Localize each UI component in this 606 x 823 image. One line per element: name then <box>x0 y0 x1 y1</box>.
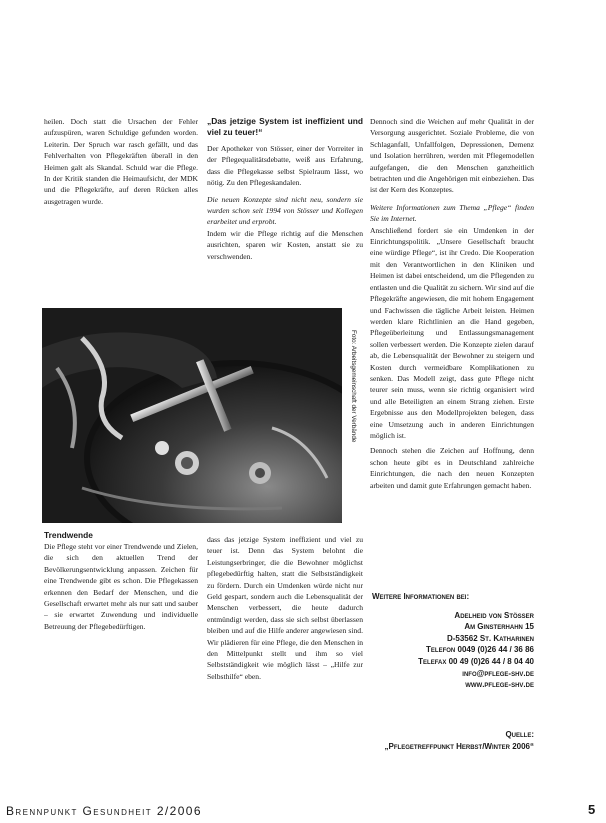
contact-label: Weitere Informationen bei: <box>372 592 470 601</box>
page-number: 5 <box>588 802 596 817</box>
source-text: „Pflegetreffpunkt Herbst/Winter 2006“ <box>384 741 534 751</box>
contact-name: Adelheid von Stösser <box>454 610 534 620</box>
photo-credit-text: Foto: Arbeitsgemeinschaft der Verbände <box>350 330 357 443</box>
paragraph: Dennoch sind die Weichen auf mehr Qualität in der Versorgung ausgerichtet. Soziale Probleme, die von Schlaganfall, Unfallfolgen, Depressionen, Demenz und Isolation herrühren, werden mit Pflegemodellen aufgefangen, die den Menschen ganzheitlich betrachten und die Angehörigen mit einbeziehen. Das ist der Kern des Konzeptes. <box>370 117 534 195</box>
italic-paragraph: Die neuen Konzepte sind nicht neu, sondern sie wurden schon seit 1994 von Stösser und Kollegen erarbeitet und erprobt. <box>207 194 363 227</box>
photo-image <box>42 308 342 523</box>
column-left-bottom <box>44 530 198 698</box>
column-right-top <box>370 116 534 576</box>
paragraph: heilen. Doch statt die Ursachen der Fehler aufzuspüren, waren Schuldige gefunden worden. Leiterin. Der Spruch war rasch gefällt, und das Fehlverhalten von Pflegekräften überall in den Heimen galt als Skandal. Schuld war die Pflege. In der Kritik standen die Heimaufsicht, der MDK und die Pflegekräfte, auf deren Rücken alles ausgetragen wurde. <box>44 117 198 206</box>
contact-email: info@pflege-shv.de <box>462 668 534 678</box>
paragraph: dass das jetzige System ineffizient und viel zu teuer ist. Denn das System belohnt die Leistungserbringer, die die Bewohner möglichst pflegebedürftig halten, statt die Selbstständigkeit zu fördern. Durch ein Umdenken würde nicht nur Geld gespart, sondern auch die Lebensqualität der Menschen verbessert, die heute dadurch entmündigt werden, dass sie sich selbst überlassen bleiben und auf die Hilfe anderer angewiesen sind. Wir plädieren für eine Pflege, die den Menschen in den Mittelpunkt stellt und ihm so viel Selbstständigkeit wie möglich lässt – „Hilfe zur Selbsthilfe“ eben. <box>207 535 363 681</box>
column-middle-top <box>207 116 363 294</box>
paragraph: Die Pflege steht vor einer Trendwende und Zielen, die sich den aktuellen Trend der Bevölkerungsentwicklung anpassen. Zeichen für eine Trendwende gibt es schon. Die Pflegekassen erkennen den Bedarf der Menschen, und die Gesellschaft erwartet mehr als nur satt und sauber – sie erwartet Zuwendung und individuelle Betreuung der Pflegebedürftigen. <box>44 542 198 631</box>
contact-street: Am Ginsterhahn 15 <box>464 622 534 632</box>
photo-ornate-dish <box>42 308 342 523</box>
contact-phone: Telefon 0049 (0)26 44 / 36 86 <box>426 645 534 655</box>
photo-credit <box>348 330 358 515</box>
section-heading: Trendwende <box>44 530 93 540</box>
source-label: Quelle: <box>505 730 534 739</box>
footer-publication: Brennpunkt Gesundheit 2/2006 <box>6 804 202 818</box>
paragraph: Indem wir die Pflege richtig auf die Menschen ausrichten, sparen wir Kosten, anstatt sie zu verschwenden. <box>207 228 363 261</box>
contact-box <box>372 591 534 691</box>
contact-fax: Telefax 00 49 (0)26 44 / 8 04 40 <box>418 656 534 666</box>
italic-paragraph: Weitere Informationen zum Thema „Pflege“ finden Sie im Internet. <box>370 202 534 224</box>
paragraph: Anschließend fordert sie ein Umdenken in der Einrichtungspolitik. „Unsere Gesellschaft braucht eine würdige Pflege“, ist ihr Credo. Die Kooperation mit den Verantwortlichen in den Kliniken und Heimen ist dabei entscheidend, um die Pflegenden zu entlasten und die Qualität zu sichern. Wir sind auf die Pflegekräfte angewiesen, die mit hohem Engagement und Fachwissen die tägliche Arbeit leisten. Heimen werden klare Richtlinien an die Hand gegeben, Pflegeüberleitung und Entlassungsmanagement sollen verbessert werden. Die Konzepte zielen darauf ab, die Lebensqualität der Bewohner zu steigern und Kosten durch vermeidbare Komplikationen zu senken. Das Modell zeigt, dass gute Pflege nicht teurer sein muss, wenn sie richtig organisiert wird und alle Beteiligten an einem Strang ziehen. Erste Ergebnisse aus den Modellprojekten belegen, dass eine Umsetzung auch in anderen Einrichtungen möglich ist. <box>370 225 534 440</box>
column-middle-bottom <box>207 534 363 780</box>
contact-web: www.pflege-shv.de <box>465 680 534 690</box>
pull-heading: „Das jetzige System ist ineffizient und viel zu teuer!“ <box>207 116 363 137</box>
contact-city: D-53562 St. Katharinen <box>446 633 534 643</box>
paragraph: Der Apotheker von Stösser, einer der Vorreiter in der Pflegequalitätsdebatte, weiß aus Erfahrung, dass die Pflegekasse selbst Spielraum lässt, wo nötig. Zu den Pflegeskandalen. <box>207 144 363 188</box>
paragraph: Dennoch stehen die Zeichen auf Hoffnung, denn schon heute gibt es in Deutschland zahlreiche Einrichtungen, die nach den neuen Konzepten arbeiten und damit gute Erfahrungen gemacht haben. <box>370 446 534 490</box>
source-box <box>372 729 534 752</box>
column-left-top <box>44 116 198 294</box>
